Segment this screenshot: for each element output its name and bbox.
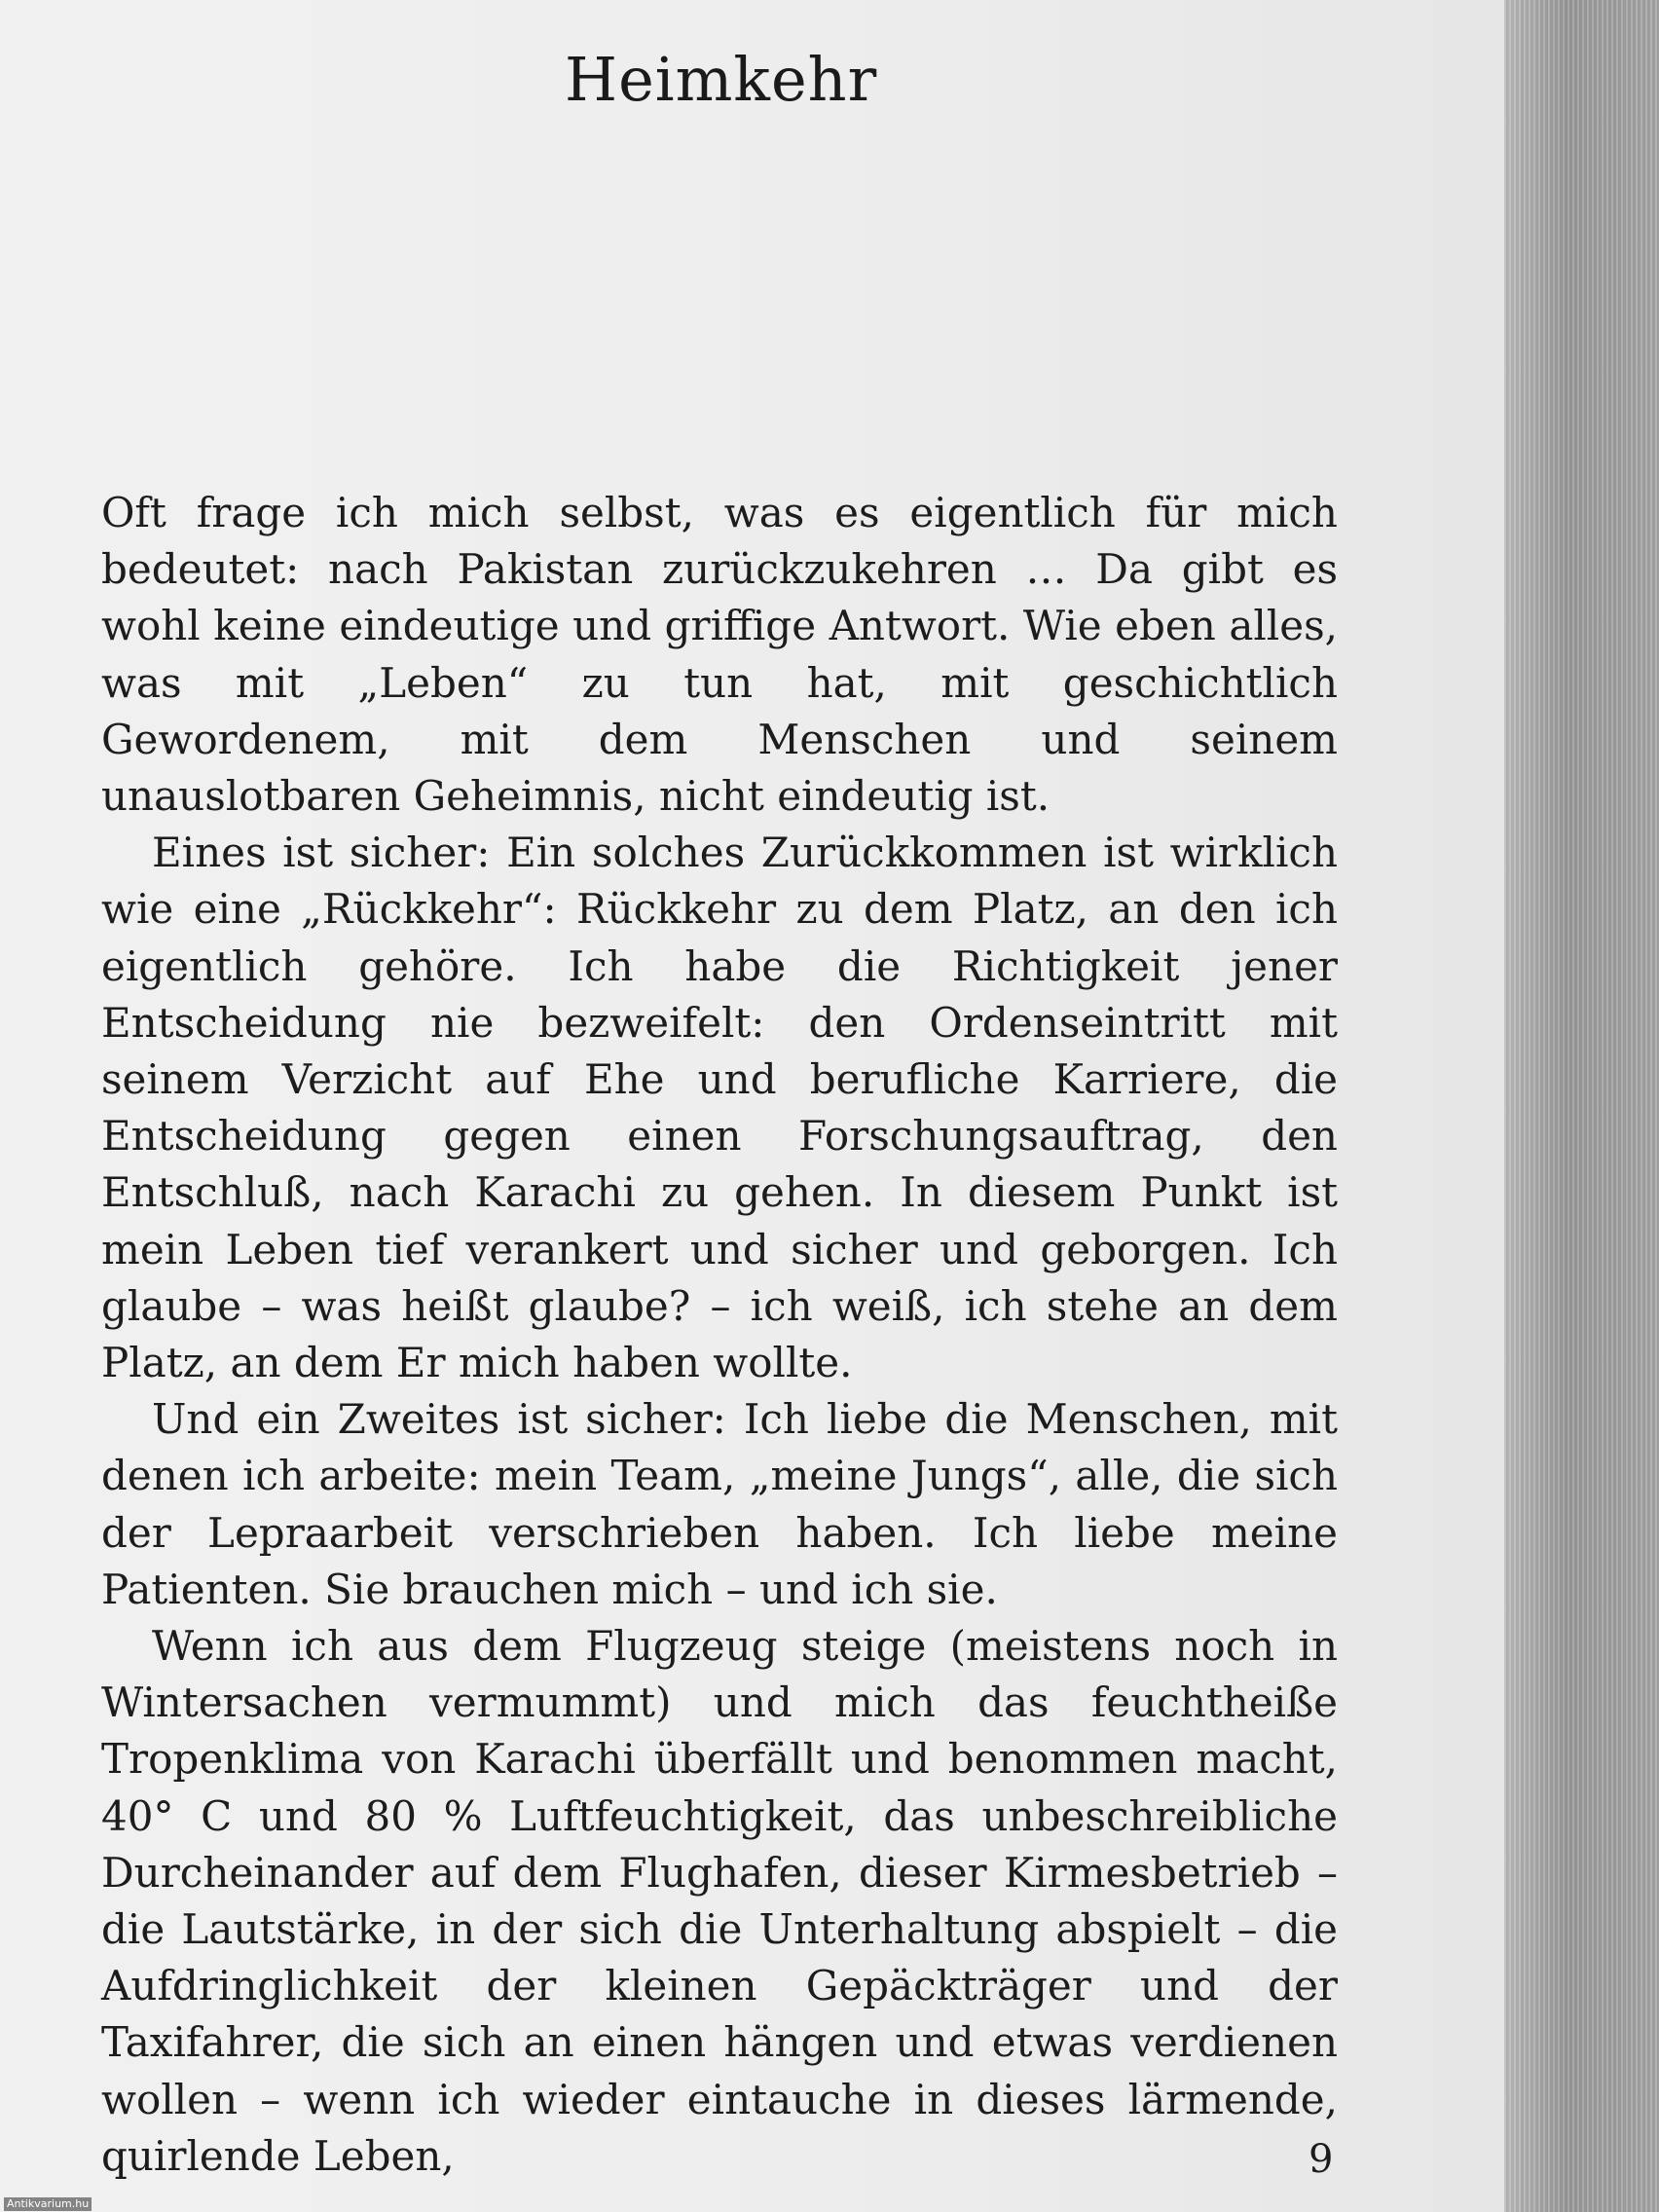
paragraph-4: Wenn ich aus dem Flugzeug steige (meistens noch in Wintersachen vermummt) und mich das feuchtheiße Tropenklima von Karachi überfällt und benommen macht, 40° C und 80 % Luftfeuchtigkeit, das unbeschreibliche Durcheinander auf dem Flughafen, dieser Kirmesbetrieb – die Lautstärke, in der sich die Unterhaltung abspielt – die Aufdringlichkeit der kleinen Gepäckträger und der Taxifahrer, die sich an einen hängen und etwas verdienen wollen – wenn ich wieder eintauche in dieses lärmende, quirlende Leben, bbox=[101, 1622, 1338, 2180]
watermark: Antikvarium.hu bbox=[4, 2197, 92, 2211]
paragraph-1: Oft frage ich mich selbst, was es eigentlich für mich bedeutet: nach Pakistan zurückzukehren … Da gibt es wohl keine eindeutige und griffige Antwort. Wie eben alles, was mit „Leben“ zu tun hat, mit geschichtlich Gewordenem, mit dem Menschen und seinem unauslotbaren Geheimnis, nicht eindeutig ist. bbox=[101, 489, 1338, 821]
chapter-title: Heimkehr bbox=[565, 44, 878, 115]
page-number: 9 bbox=[1309, 2137, 1334, 2182]
surface-texture bbox=[1504, 0, 1659, 2212]
body-text bbox=[101, 485, 1338, 2185]
paragraph-3: Und ein Zweites ist sicher: Ich liebe die Menschen, mit denen ich arbeite: mein Team, „meine Jungs“, alle, die sich der Lepraarbeit verschrieben haben. Ich liebe meine Patienten. Sie brauchen mich – und ich sie. bbox=[101, 1395, 1338, 1613]
paragraph-2: Eines ist sicher: Ein solches Zurückkommen ist wirklich wie eine „Rückkehr“: Rückkehr zu dem Platz, an den ich eigentlich gehöre. Ich habe die Richtigkeit jener Entscheidung nie bezweifelt: den Ordenseintritt mit seinem Verzicht auf Ehe und berufliche Karriere, die Entscheidung gegen einen Forschungsauftrag, den Entschluß, nach Karachi zu gehen. In diesem Punkt ist mein Leben tief verankert und sicher und geborgen. Ich glaube – was heißt glaube? – ich weiß, ich stehe an dem Platz, an dem Er mich haben wollte. bbox=[101, 829, 1338, 1387]
page-edge-background bbox=[1504, 0, 1659, 2212]
